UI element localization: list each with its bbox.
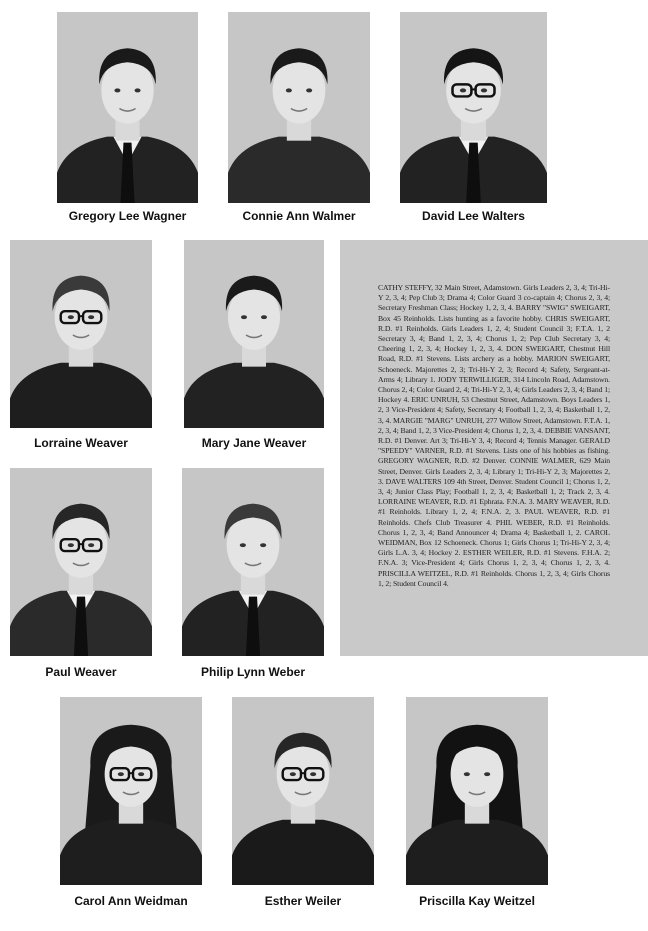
bio-text-panel: [340, 240, 648, 656]
portrait-caption: Mary Jane Weaver: [201, 436, 307, 450]
portrait-photo: [400, 12, 547, 203]
eye: [68, 543, 74, 547]
eye: [114, 88, 120, 92]
portrait-photo: [10, 468, 152, 656]
portrait-silhouette: [400, 12, 547, 203]
portrait-silhouette: [184, 240, 324, 428]
portrait-caption: Lorraine Weaver: [34, 436, 128, 450]
eye: [306, 88, 312, 92]
portrait-caption: Carol Ann Weidman: [74, 894, 188, 908]
portrait-silhouette: [406, 697, 548, 885]
portrait-caption: Esther Weiler: [264, 894, 342, 908]
eye: [241, 315, 247, 319]
portrait-photo: [182, 468, 324, 656]
portrait-caption: Priscilla Kay Weitzel: [419, 894, 535, 908]
portrait-caption: Gregory Lee Wagner: [68, 209, 187, 223]
portrait-photo: [232, 697, 374, 885]
portrait-caption: Philip Lynn Weber: [200, 665, 305, 679]
eye: [484, 772, 490, 776]
portrait-caption: Connie Ann Walmer: [242, 209, 356, 223]
portrait-photo: [406, 697, 548, 885]
portrait-silhouette: [10, 240, 152, 428]
portrait-photo: [57, 12, 198, 203]
eye: [88, 543, 94, 547]
portrait-photo: [184, 240, 324, 428]
portrait-photo: [10, 240, 152, 428]
eye: [138, 772, 144, 776]
eye: [286, 88, 292, 92]
eye: [88, 315, 94, 319]
eye: [464, 772, 470, 776]
eye: [460, 88, 466, 92]
eye: [481, 88, 487, 92]
portrait-photo: [60, 697, 202, 885]
eye: [260, 543, 266, 547]
portrait-silhouette: [57, 12, 198, 203]
portrait-photo: [228, 12, 370, 203]
portrait-silhouette: [60, 697, 202, 885]
portrait-silhouette: [10, 468, 152, 656]
portrait-silhouette: [232, 697, 374, 885]
portrait-caption: David Lee Walters: [422, 209, 525, 223]
eye: [68, 315, 74, 319]
eye: [118, 772, 124, 776]
eye: [261, 315, 267, 319]
eye: [290, 772, 296, 776]
eye: [240, 543, 246, 547]
eye: [310, 772, 316, 776]
portrait-silhouette: [228, 12, 370, 203]
portrait-silhouette: [182, 468, 324, 656]
bio-text: CATHY STEFFY, 32 Main Street, Adamstown. Girls Leaders 2, 3, 4; Tri-Hi-Y 2, 3, 4; Pep Club 3; Drama 4; Color Guard 3 co-captain 4; Chorus 2, 3, 4; Secretary Freshman Class; Hockey 1, 2, 3, 4. BARRY "SWIG" SWEIGART, Box 45 Reinholds. Lists hunting as a favorite hobby. CHRIS SWEIGART, R.D. #1 Reinholds. Girls Leaders 1, 2, 4; Student Council 3; F.T.A. 1, 2 Secretary 3, 4; Band 1, 2, 3, 4; Chorus 1, 2; Pep Club Secretary 3, 4; Cheering 1, 2, 3, 4; Hockey 1, 2, 3, 4. DON SWEIGART, Chestnut Hill Road, R.D. #1 Stevens. Lists archery as a hobby. MARION SWEIGART, Schoeneck. Majorettes 2, 3; Tri-Hi-Y 2, 3; Record 4; Safety, Sergeant-at-Arms 4; Library 1. JODY TERWILLIGER, 314 Lincoln Road, Adamstown. Chorus 2, 4; Color Guard 2, 4; Tri-Hi-Y 2, 3, 4; Girls Leaders 2, 3, 4; Band 1; Hockey 4. ERIC UNRUH, 53 Chestnut Street, Adamstown. Boys Leaders 1, 2, 3 Vice-President 4; Safety, Secretary 4; Football 1, 2, 3, 4; Basketball 1, 2, 3, 4. MARGIE "MARG" UNRUH, 277 Willow Street, Adamstown. F.T.A. 1, 2, 3, 4; Band 1, 2, 3 Vice-President 4; Chorus 1, 2, 3, 4. DEBBIE VANSANT, R.D. #1 Denver. Art 3; Tri-Hi-Y 3, 4; Record 4; Tennis Manager. GERALD "SPEEDY" VARNER, R.D. #1 Stevens. Lists one of his hobbies as fishing. GREGORY WAGNER, R.D. #2 Denver. CONNIE WALMER, 629 Main Street, Denver. Girls Leaders 2, 3, 4; Library 1; Tri-Hi-Y 2, 3; Majorettes 2, 3. DAVE WALTERS 109 4th Street, Denver. Student Council 1; Chorus 1, 2, 3, 4; Junior Class Play; Football 1, 2, 3, 4; Basketball 1, 2; Track 2, 3, 4. LORRAINE WEAVER, R.D. #1 Ephrata. F.N.A. 3. MARY WEAVER, R.D. #1 Reinholds. Library 1, 2, 4; F.N.A. 2, 3. PAUL WEAVER, R.D. #1 Reinholds. Chefs Club Treasurer 4. PHIL WEBER, R.D. #1 Reinholds. Chorus 1, 2, 3, 4; Band Announcer 4; Drama 4; Basketball 1, 2. CAROL WEIDMAN, Box 12 Schoeneck. Chorus 1; Girls Chorus 1; Tri-Hi-Y 2, 3, 4; Girls L.A. 3, 4; Hockey 2. ESTHER WEILER, R.D. #1 Stevens. F.H.A. 2; F.N.A. 3; Vice-President 4; Girls Chorus 1, 2, 3, 4; Chorus 1, 2, 3, 4. PRISCILLA WEITZEL, R.D. #1 Reinholds. Chorus 1, 2, 3, 4; Girls Chorus 1, 2; Student Council 4.: [378, 283, 610, 588]
portrait-caption: Paul Weaver: [45, 665, 117, 679]
eye: [135, 88, 141, 92]
